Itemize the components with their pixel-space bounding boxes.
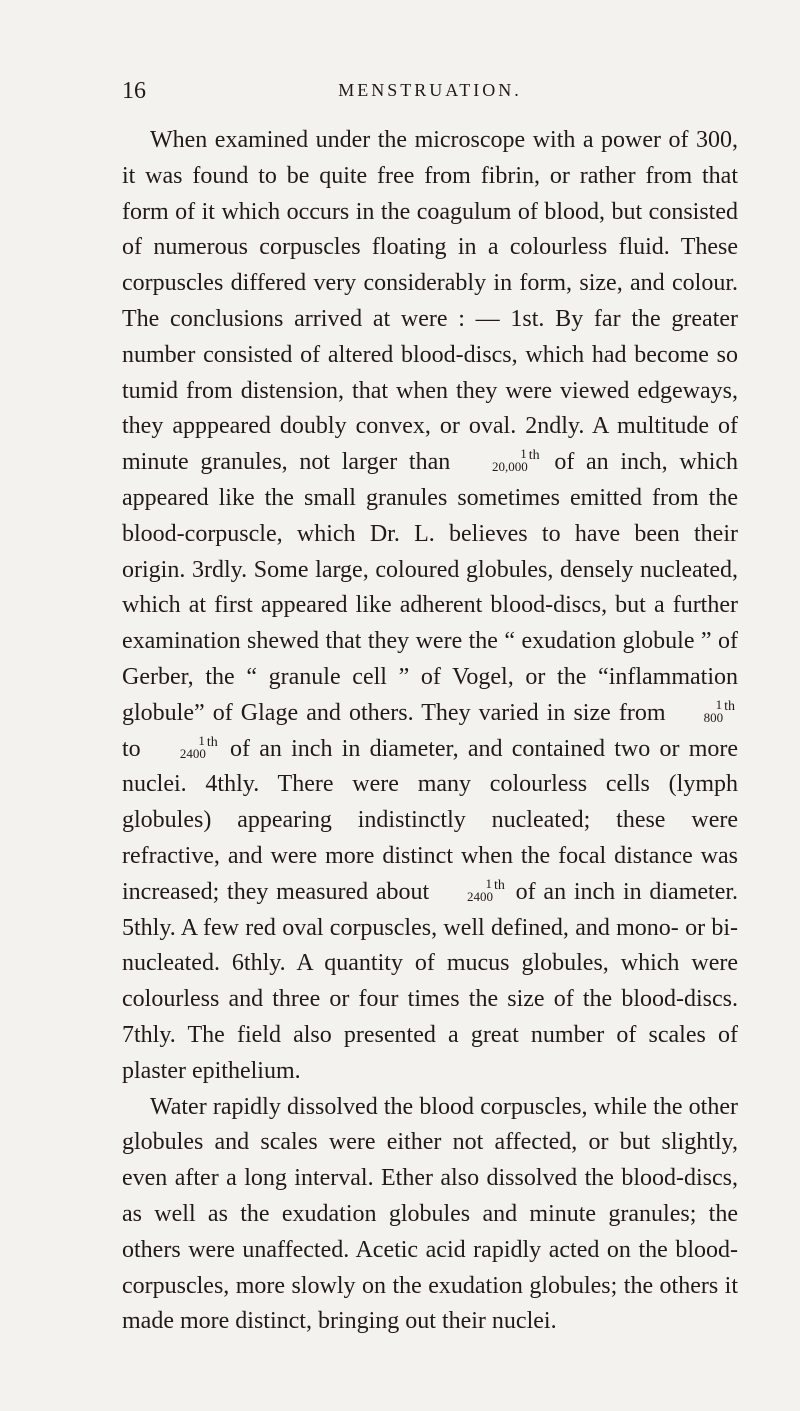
running-title: MENSTRUATION. [338,80,522,100]
fraction-denominator: 2400 [179,745,206,761]
paragraph-observations [122,123,738,1090]
fraction-denominator: 2400 [466,888,493,904]
ordinal-suffix: th [724,698,736,714]
fraction-twenty-four-hundredth [152,734,206,760]
fraction-eight-hundredth [676,698,724,724]
paragraph-text: When examined under the microscope with a power of 300, it was found to be quite free from fibrin, or rather from that form of it which occurs in the coagulum of blood, but consisted of numerous corpuscles floating in a colourless fluid. These corpuscles differed very considerably in form, size, and colour. The conclusions arrived at were : — 1st. By far the greater number consisted of altered blood-discs, which had become so tumid from distension, that when they were viewed edgeways, they apppeared doubly convex, or oval. 2ndly. A multitude of minute granules, not larger than [122,127,738,476]
fraction-numerator: 1 [198,732,205,748]
paragraph-reagents: Water rapidly dissolved the blood corpuscles, while the other globules and scales were either not affected, or but slightly, even after a long interval. Ether also dissolved the blood-discs, as well as the exudation globules and minute granules; the others were unaffected. Acetic acid rapidly acted on the blood-corpuscles, more slowly on the exudation globules; the others it made more distinct, bringing out their nuclei. [122,1093,738,1335]
fraction-denominator: 20,000 [491,459,528,475]
paragraph-text: of an inch in diameter, and contained two or more nuclei. 4thly. There were many colourless cells (lymph globules) appearing indistinctly nucleated; these were refractive, and were more distinct when the focal distance was increased; they measured about [122,735,739,905]
fraction-twenty-thousandth [464,447,528,473]
ordinal-suffix: th [493,877,505,893]
page-header [122,78,738,112]
page-number: 16 [122,78,146,104]
paragraph-text: to [122,735,141,762]
ordinal-suffix: th [206,734,218,750]
ordinal-suffix: th [528,448,540,464]
paragraph-text: of an inch in diameter. 5thly. A few red oval corpuscles, well defined, and mono- or bi-nucleated. 6thly. A quantity of mucus globules, which were colourless and three or four times the size of the blood-discs. 7thly. The field also presented a great number of scales of plaster epithelium. [122,878,739,1084]
fraction-denominator: 800 [703,709,724,725]
fraction-numerator: 1 [715,696,723,712]
body-text [122,123,738,1340]
fraction-numerator: 1 [520,446,527,462]
fraction-twenty-four-hundredth [439,877,493,903]
paragraph-text: of an inch, which appeared like the small granules sometimes emitted from the blood-corpuscle, which Dr. L. believes to have been their origin. 3rdly. Some large, coloured globules, densely nucleated, which at first appeared like adherent blood-discs, but a further examination shewed that they were the “ exudation globule ” of Gerber, the “ granule cell ” of Vogel, or the “inflammation globule” of Glage and others. They varied in size from [122,449,739,726]
fraction-numerator: 1 [485,875,492,891]
